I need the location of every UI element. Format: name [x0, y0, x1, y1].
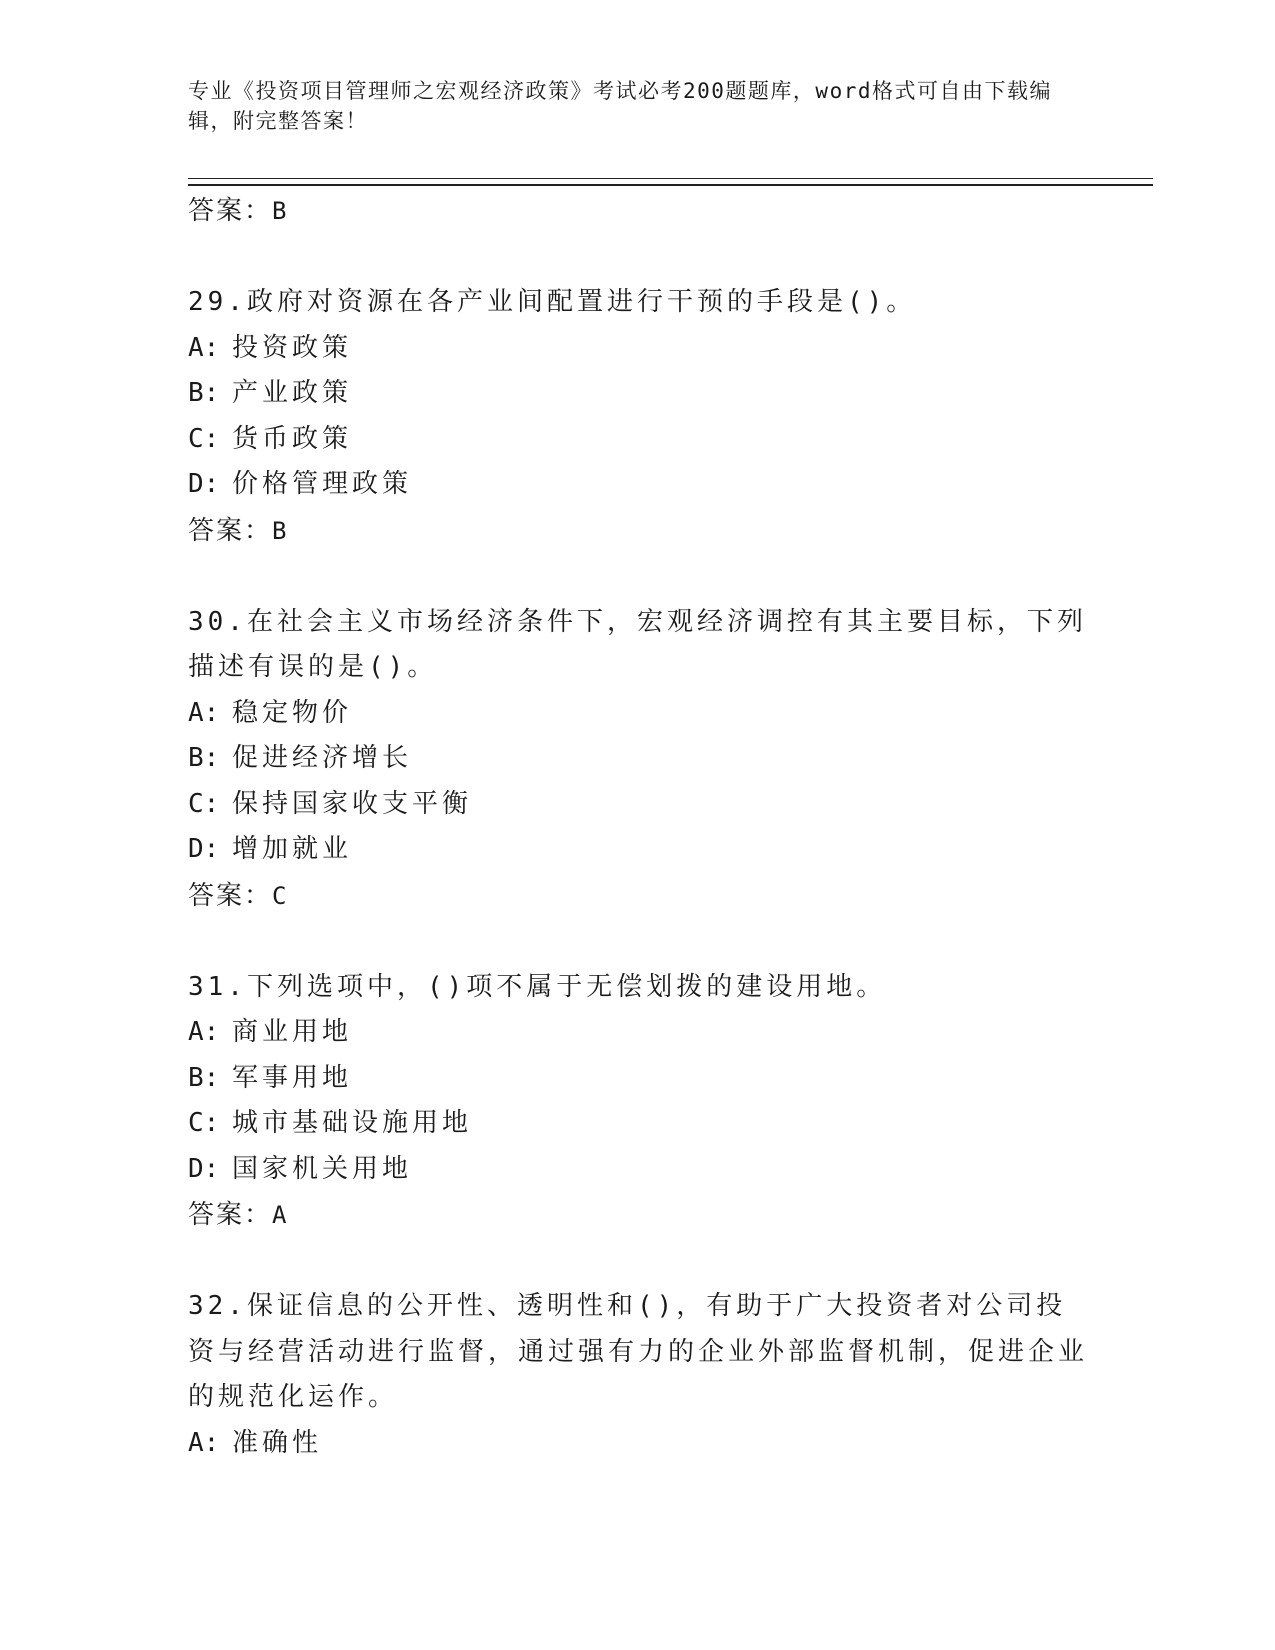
option-text: 投资政策 [232, 332, 353, 363]
header-divider [188, 178, 1153, 186]
option-row [188, 1056, 1088, 1102]
option-key: B: [188, 1062, 220, 1093]
option-row [188, 1147, 1088, 1193]
option-text: 城市基础设施用地 [232, 1108, 473, 1138]
answer-line [188, 188, 1088, 234]
question-text: 29.政府对资源在各产业间配置进行干预的手段是()。 [188, 287, 917, 317]
option-key: D: [188, 834, 220, 864]
option-row [188, 1010, 1088, 1056]
option-row [188, 462, 1088, 508]
option-text: 产业政策 [232, 378, 353, 408]
option-text: 价格管理政策 [232, 469, 413, 499]
spacer [188, 234, 1088, 280]
answer-value: B [272, 197, 289, 225]
spacer [188, 1238, 1088, 1284]
spacer [188, 919, 1088, 965]
option-row [188, 827, 1088, 873]
answer-label: 答案： [188, 515, 273, 546]
option-key: D: [188, 1153, 220, 1184]
option-row [188, 782, 1088, 828]
option-row [188, 371, 1088, 417]
answer-value: B [272, 516, 289, 545]
answer-line [188, 873, 1088, 919]
option-key: A: [188, 332, 220, 363]
option-row [188, 736, 1088, 782]
option-text: 增加就业 [232, 834, 353, 864]
option-text: 稳定物价 [232, 697, 353, 728]
answer-line [188, 508, 1088, 554]
option-key: C: [188, 788, 220, 819]
option-row [188, 1421, 1088, 1467]
option-key: C: [188, 423, 220, 454]
option-key: B: [188, 743, 220, 773]
question-list [188, 188, 1088, 1466]
option-text: 军事用地 [232, 1062, 353, 1093]
answer-value: A [272, 1201, 289, 1229]
option-text: 保持国家收支平衡 [232, 788, 473, 819]
option-text: 国家机关用地 [232, 1153, 413, 1184]
option-row [188, 326, 1088, 372]
option-row [188, 691, 1088, 737]
question-text: 31.下列选项中，()项不属于无偿划拨的建设用地。 [188, 971, 887, 1002]
option-key: A: [188, 1427, 220, 1458]
option-row [188, 1101, 1088, 1147]
option-key: A: [188, 1017, 220, 1047]
spacer [188, 554, 1088, 600]
option-text: 准确性 [232, 1427, 323, 1458]
answer-label: 答案： [188, 1200, 273, 1230]
answer-line [188, 1192, 1088, 1238]
option-key: A: [188, 697, 220, 728]
option-key: B: [188, 378, 220, 408]
answer-value: C [272, 881, 289, 910]
option-key: D: [188, 469, 220, 499]
question-text: 32.保证信息的公开性、透明性和()，有助于广大投资者对公司投资与经营活动进行监督，通过强有力的企业外部监督机制，促进企业的规范化运作。 [188, 1291, 1089, 1412]
option-key: C: [188, 1108, 220, 1138]
document-header: 专业《投资项目管理师之宏观经济政策》考试必考200题题库，word格式可自由下载编辑，附完整答案！ [188, 79, 1052, 133]
option-row [188, 417, 1088, 463]
option-text: 商业用地 [232, 1017, 353, 1047]
answer-label: 答案： [188, 196, 273, 226]
option-text: 货币政策 [232, 423, 353, 454]
option-text: 促进经济增长 [232, 743, 413, 773]
answer-label: 答案： [188, 880, 273, 911]
question-text: 30.在社会主义市场经济条件下，宏观经济调控有其主要目标，下列描述有误的是()。 [188, 606, 1087, 682]
